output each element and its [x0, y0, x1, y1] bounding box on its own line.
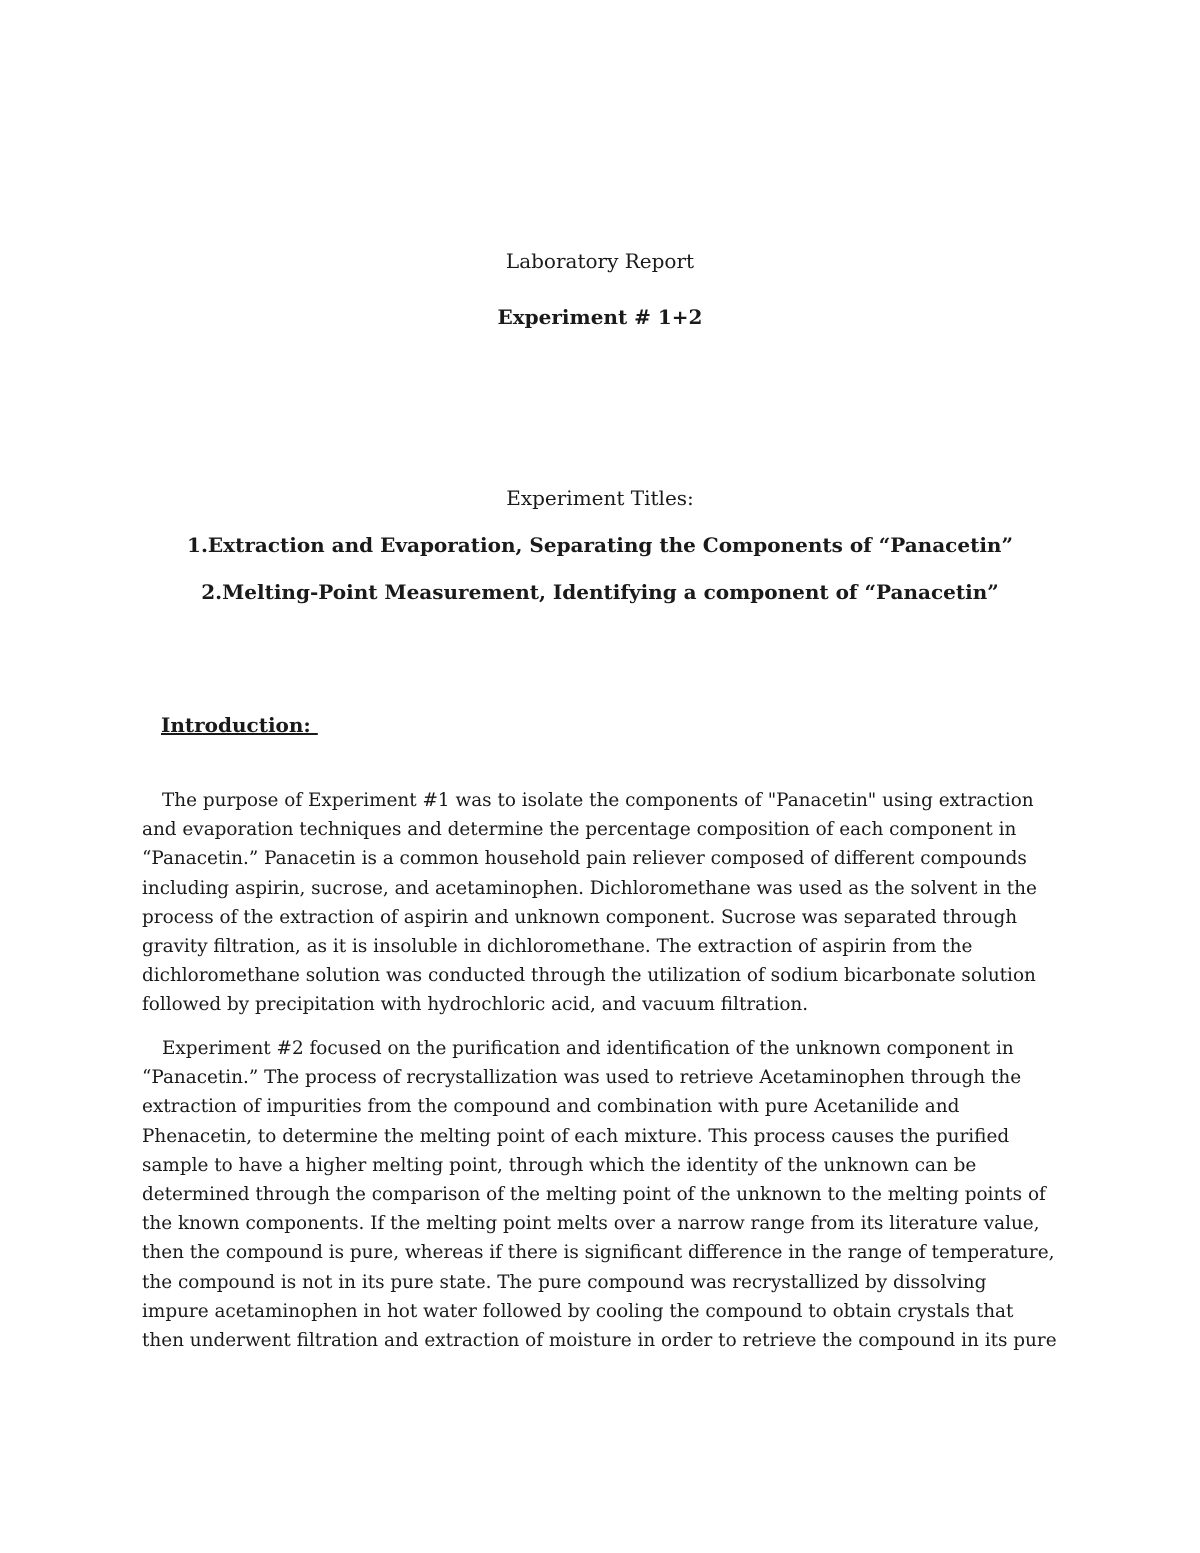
paragraph-line: including aspirin, sucrose, and acetaminophen. Dichloromethane was used as the solvent in the	[142, 877, 1037, 899]
paragraph-line: extraction of impurities from the compound and combination with pure Acetanilide and	[142, 1096, 960, 1118]
paragraph-line: the known components. If the melting point melts over a narrow range from its literature value,	[142, 1213, 1040, 1235]
paragraph-line: “Panacetin.” The process of recrystallization was used to retrieve Acetaminophen through the	[142, 1067, 1022, 1089]
introduction-paragraph-1	[142, 786, 1057, 1020]
paragraph-line: then the compound is pure, whereas if there is significant difference in the range of temperature,	[142, 1242, 1055, 1264]
paragraph-line: impure acetaminophen in hot water followed by cooling the compound to obtain crystals that	[142, 1300, 1014, 1322]
paragraph-line: “Panacetin.” Panacetin is a common household pain reliever composed of different compounds	[142, 848, 1027, 870]
paragraph-line: gravity filtration, as it is insoluble in dichloromethane. The extraction of aspirin from the	[142, 936, 973, 958]
experiment-number: Experiment # 1+2	[497, 305, 703, 329]
paragraph-line: dichloromethane solution was conducted through the utilization of sodium bicarbonate solution	[142, 965, 1036, 987]
paragraph-line: then underwent filtration and extraction of moisture in order to retrieve the compound in its pure	[142, 1330, 1057, 1352]
paragraph-line: sample to have a higher melting point, through which the identity of the unknown can be	[142, 1154, 977, 1176]
paragraph-line: The purpose of Experiment #1 was to isolate the components of "Panacetin" using extraction	[162, 790, 1034, 811]
paragraph-line: determined through the comparison of the melting point of the unknown to the melting points of	[142, 1184, 1046, 1206]
experiment-title-2: 2.Melting-Point Measurement, Identifying a component of “Panacetin”	[201, 580, 999, 604]
introduction-paragraph-2	[142, 1034, 1057, 1355]
report-label: Laboratory Report	[505, 249, 695, 273]
introduction-heading: Introduction:	[161, 713, 318, 737]
paragraph-line: Phenacetin, to determine the melting point of each mixture. This process causes the purified	[142, 1125, 1010, 1147]
experiment-titles-label: Experiment Titles:	[506, 486, 694, 510]
paragraph-line: process of the extraction of aspirin and unknown component. Sucrose was separated through	[142, 906, 1018, 928]
paragraph-line: followed by precipitation with hydrochloric acid, and vacuum filtration.	[142, 994, 809, 1016]
paragraph-line: the compound is not in its pure state. The pure compound was recrystallized by dissolving	[142, 1271, 987, 1293]
paragraph-line: and evaporation techniques and determine the percentage composition of each component in	[142, 819, 1017, 841]
experiment-title-1: 1.Extraction and Evaporation, Separating the Components of “Panacetin”	[187, 533, 1013, 557]
paragraph-line: Experiment #2 focused on the purification and identification of the unknown component in	[162, 1038, 1014, 1059]
